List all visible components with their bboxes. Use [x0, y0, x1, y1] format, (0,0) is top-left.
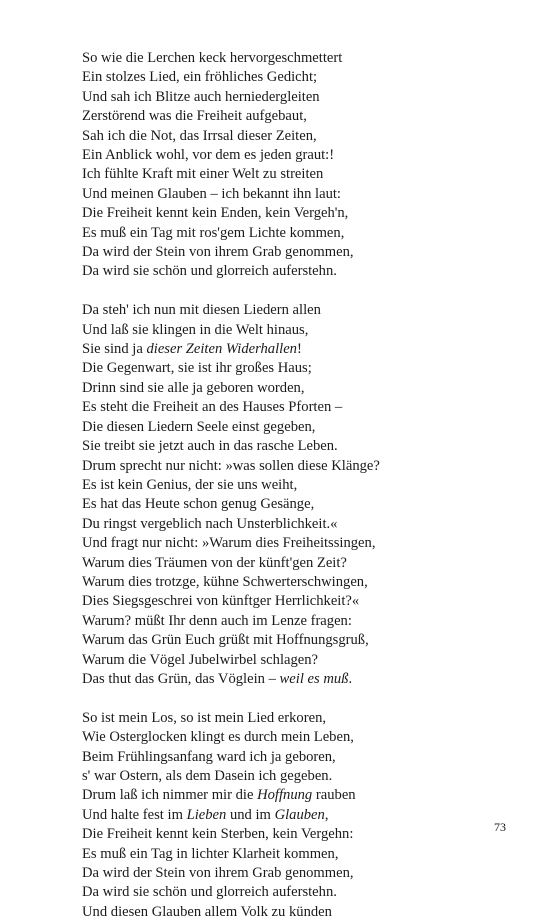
line-text: So ist mein Los, so ist mein Lied erkoren,: [82, 709, 327, 726]
line-text: Die diesen Liedern Seele einst gegeben,: [82, 418, 316, 435]
line-text: Da wird sie schön und glorreich auferstehn.: [82, 263, 337, 280]
poem-line: [82, 398, 522, 417]
poem-line: [82, 340, 522, 359]
line-text: Drum sprecht nur nicht: »was sollen diese Klänge?: [82, 457, 380, 474]
line-text: Da wird der Stein von ihrem Grab genommen,: [82, 244, 354, 261]
poem-line: [82, 127, 522, 146]
poem-line: [82, 592, 522, 611]
line-text: Es muß ein Tag mit ros'gem Lichte kommen,: [82, 224, 345, 241]
page-number: 73: [494, 820, 506, 834]
line-text: Ein Anblick wohl, vor dem es jeden graut:!: [82, 147, 335, 164]
poem-line: [82, 631, 522, 650]
line-text: Das thut das Grün, das Vöglein –: [82, 670, 280, 687]
italic-text: Lieben: [186, 806, 227, 823]
line-text: Warum? müßt Ihr denn auch im Lenze fragen:: [82, 612, 352, 629]
line-text: Wie Osterglocken klingt es durch mein Leben,: [82, 729, 354, 746]
poem-line: [82, 903, 522, 922]
poem-line: [82, 515, 522, 534]
line-text: Warum die Vögel Jubelwirbel schlagen?: [82, 651, 319, 668]
line-text: Da wird der Stein von ihrem Grab genommen,: [82, 865, 354, 882]
poem-line: [82, 49, 522, 68]
line-text: Sie treibt sie jetzt auch in das rasche Leben.: [82, 438, 338, 455]
line-text: rauben: [312, 787, 356, 804]
line-text: Es ist kein Genius, der sie uns weiht,: [82, 476, 298, 493]
poem-line: [82, 88, 522, 107]
poem-line: [82, 68, 522, 87]
poem-line: [82, 883, 522, 902]
poem-line: [82, 359, 522, 378]
italic-text: dieser Zeiten Widerhallen: [146, 341, 297, 358]
poem-line: [82, 825, 522, 844]
poem-line: [82, 418, 522, 437]
italic-text: Hoffnung: [257, 787, 313, 804]
line-text: Und fragt nur nicht: »Warum dies Freiheitssingen,: [82, 535, 376, 552]
line-text: Es steht die Freiheit an des Hauses Pforten –: [82, 399, 343, 416]
line-text: Zerstörend was die Freiheit aufgebaut,: [82, 108, 307, 125]
stanza: [82, 301, 522, 689]
line-text: Warum das Grün Euch grüßt mit Hoffnungsgruß,: [82, 632, 369, 649]
line-text: Und laß sie klingen in die Welt hinaus,: [82, 321, 309, 338]
line-text: Sah ich die Not, das Irrsal dieser Zeiten,: [82, 127, 317, 144]
poem-line: [82, 786, 522, 805]
poem-line: [82, 554, 522, 573]
poem-line: [82, 534, 522, 553]
poem-line: [82, 321, 522, 340]
line-text: und im: [226, 806, 275, 823]
poem-line: [82, 476, 522, 495]
line-text: Die Freiheit kennt kein Sterben, kein Vergehn:: [82, 826, 354, 843]
line-text: So wie die Lerchen keck hervorgeschmettert: [82, 50, 343, 66]
line-text: Die Freiheit kennt kein Enden, kein Vergeh'n,: [82, 205, 349, 222]
poem-line: [82, 651, 522, 670]
poem-line: [82, 146, 522, 165]
poem-line: [82, 748, 522, 767]
line-text: Es hat das Heute schon genug Gesänge,: [82, 496, 315, 513]
poem-line: [82, 379, 522, 398]
line-text: Beim Frühlingsanfang ward ich ja geboren,: [82, 748, 336, 765]
poem-line: [82, 612, 522, 631]
line-text: Drum laß ich nimmer mir die: [82, 787, 258, 804]
poem-line: [82, 573, 522, 592]
line-text: Dies Siegsgeschrei von künftger Herrlichkeit?«: [82, 593, 360, 610]
poem-line: [82, 495, 522, 514]
poem-line: [82, 165, 522, 184]
poem-line: [82, 107, 522, 126]
italic-text: Glauben: [274, 806, 325, 823]
line-text: Drinn sind sie alle ja geboren worden,: [82, 379, 305, 396]
poem-line: [82, 243, 522, 262]
line-text: Du ringst vergeblich nach Unsterblichkeit.«: [82, 515, 338, 532]
line-text: Warum dies Träumen von der künft'gen Zeit?: [82, 554, 347, 571]
poem-line: [82, 806, 522, 825]
poem-line: [82, 845, 522, 864]
poem-text: [82, 49, 522, 922]
poem-line: [82, 437, 522, 456]
poem-line: [82, 457, 522, 476]
poem-line: [82, 864, 522, 883]
line-text: Und halte fest im: [82, 806, 187, 823]
poem-line: [82, 204, 522, 223]
line-text: !: [296, 341, 302, 358]
line-text: Und meinen Glauben – ich bekannt ihn laut:: [82, 185, 341, 202]
line-text: Ein stolzes Lied, ein fröhliches Gedicht;: [82, 69, 318, 86]
line-text: Ich fühlte Kraft mit einer Welt zu streiten: [82, 166, 324, 183]
line-text: Es muß ein Tag in lichter Klarheit kommen,: [82, 845, 339, 862]
line-text: s' war Ostern, als dem Dasein ich gegeben.: [82, 768, 333, 784]
line-text: .: [348, 670, 353, 687]
stanza: [82, 709, 522, 922]
poem-line: [82, 262, 522, 281]
line-text: Und diesen Glauben allem Volk zu künden: [82, 903, 332, 920]
line-text: ,: [324, 806, 329, 823]
stanza: [82, 49, 522, 282]
poem-line: [82, 728, 522, 747]
poem-line: [82, 767, 522, 786]
line-text: Da wird sie schön und glorreich auferstehn.: [82, 884, 337, 901]
line-text: Da steh' ich nun mit diesen Liedern allen: [82, 302, 321, 319]
line-text: Die Gegenwart, sie ist ihr großes Haus;: [82, 360, 312, 377]
poem-line: [82, 185, 522, 204]
poem-line: [82, 709, 522, 728]
italic-text: weil es muß: [279, 670, 349, 687]
line-text: Warum dies trotzge, kühne Schwerterschwingen,: [82, 573, 368, 590]
line-text: Sie sind ja: [82, 341, 147, 358]
poem-line: [82, 301, 522, 320]
poem-line: [82, 670, 522, 689]
line-text: Und sah ich Blitze auch herniedergleiten: [82, 88, 320, 105]
poem-line: [82, 224, 522, 243]
